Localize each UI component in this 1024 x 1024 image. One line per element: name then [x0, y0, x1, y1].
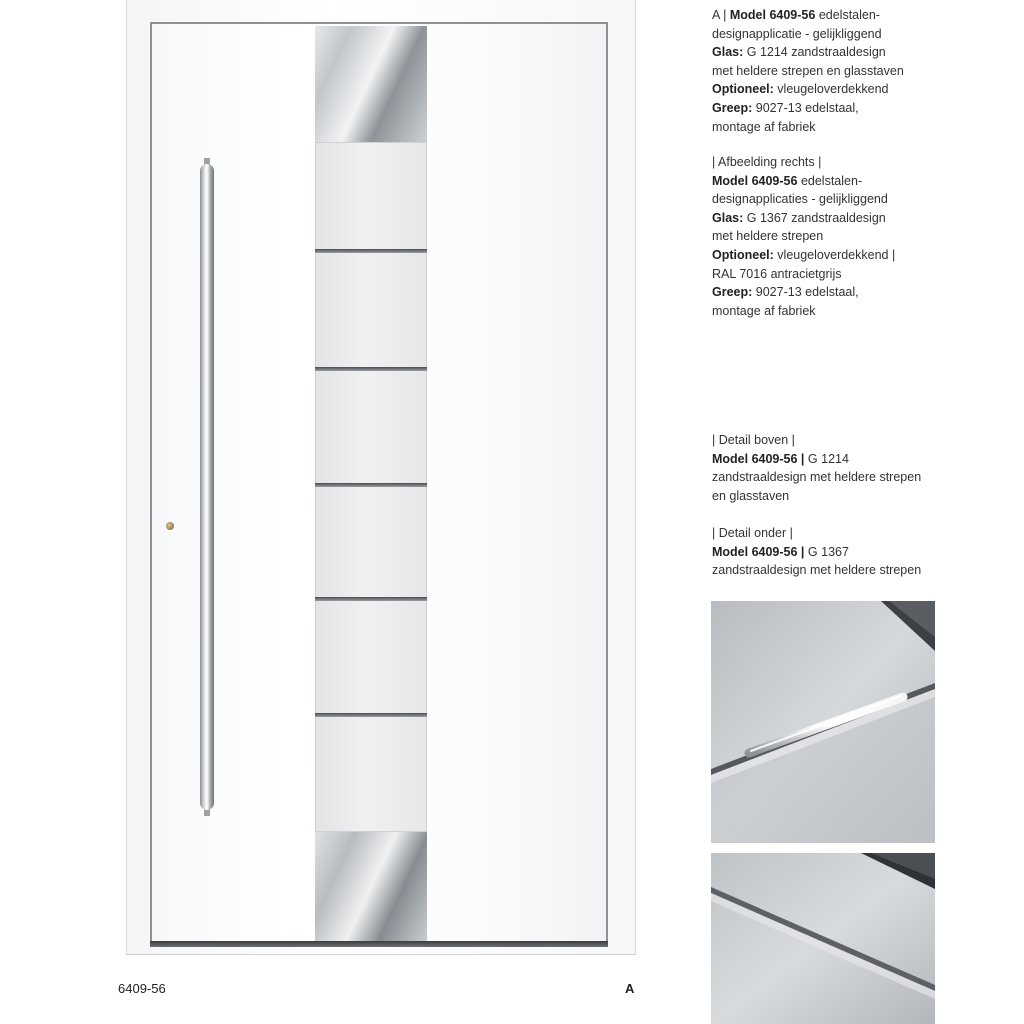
desc-line — [712, 450, 1012, 469]
glass-stripe — [315, 483, 427, 487]
desc-text: G 1367 — [807, 544, 849, 559]
steel-panel-bottom — [315, 832, 427, 942]
detail-photo-top — [711, 601, 935, 843]
variant-letter: A — [625, 981, 635, 996]
desc-line: | Detail boven | — [712, 433, 795, 447]
handle-label: Greep: — [712, 285, 753, 300]
desc-line — [712, 80, 1012, 99]
desc-text: G 1214 — [807, 451, 849, 466]
door-handle-bar — [200, 164, 214, 810]
description-detail-bottom — [712, 524, 1012, 580]
desc-line — [712, 172, 1012, 191]
model-label: Model 6409-56 | — [712, 451, 805, 466]
glass-label: Glas: — [712, 210, 744, 225]
detail-photo-bottom — [711, 853, 935, 1024]
glass-stripe — [315, 367, 427, 371]
desc-line — [712, 246, 1012, 265]
desc-line — [712, 283, 1012, 302]
desc-line: met heldere strepen en glasstaven — [712, 63, 904, 78]
handle-label: Greep: — [712, 100, 753, 115]
model-caption: 6409-56 — [118, 981, 166, 996]
model-label: Model 6409-56 — [729, 8, 816, 22]
desc-line: montage af fabriek — [712, 119, 816, 134]
lock-cylinder — [166, 522, 174, 530]
desc-text: 9027-13 edelstaal, — [755, 285, 859, 300]
desc-line: montage af fabriek — [712, 303, 816, 318]
steel-panel-top — [315, 26, 427, 142]
desc-line: met heldere strepen — [712, 229, 824, 244]
desc-line — [712, 6, 1012, 25]
model-label: Model 6409-56 | — [712, 544, 805, 559]
desc-line: en glasstaven — [712, 488, 790, 503]
desc-line — [712, 543, 1012, 562]
desc-text: vleugeloverdekkend | — [777, 247, 896, 262]
desc-text: G 1214 zandstraaldesign — [746, 45, 886, 60]
desc-line: | Detail onder | — [712, 526, 793, 540]
desc-text: edelstalen- — [818, 8, 880, 22]
optional-label: Optioneel: — [712, 247, 774, 262]
desc-line — [712, 209, 1012, 228]
desc-line: zandstraaldesign met heldere strepen — [712, 470, 922, 485]
glass-stripe — [315, 713, 427, 717]
desc-text: 9027-13 edelstaal, — [755, 100, 859, 115]
glass-stripe — [315, 249, 427, 253]
desc-text: edelstalen- — [800, 173, 863, 188]
desc-line: designapplicatie - gelijkliggend — [712, 26, 882, 41]
description-a — [712, 6, 1012, 136]
desc-line: designapplicaties - gelijkliggend — [712, 192, 888, 207]
desc-line: | Afbeelding rechts | — [712, 155, 822, 169]
desc-line — [712, 43, 1012, 62]
desc-line: RAL 7016 antracietgrijs — [712, 266, 842, 281]
desc-text: G 1367 zandstraaldesign — [746, 210, 886, 225]
description-b — [712, 153, 1012, 320]
glass-label: Glas: — [712, 45, 744, 60]
glass-strip — [315, 142, 427, 832]
glass-stripe — [315, 597, 427, 601]
description-detail-top — [712, 431, 1012, 505]
door-threshold — [150, 941, 608, 947]
desc-prefix: A | — [712, 8, 727, 22]
desc-line — [712, 99, 1012, 118]
desc-text: vleugeloverdekkend — [777, 82, 889, 97]
optional-label: Optioneel: — [712, 82, 774, 97]
desc-line: zandstraaldesign met heldere strepen — [712, 563, 922, 578]
model-label: Model 6409-56 — [712, 173, 798, 188]
